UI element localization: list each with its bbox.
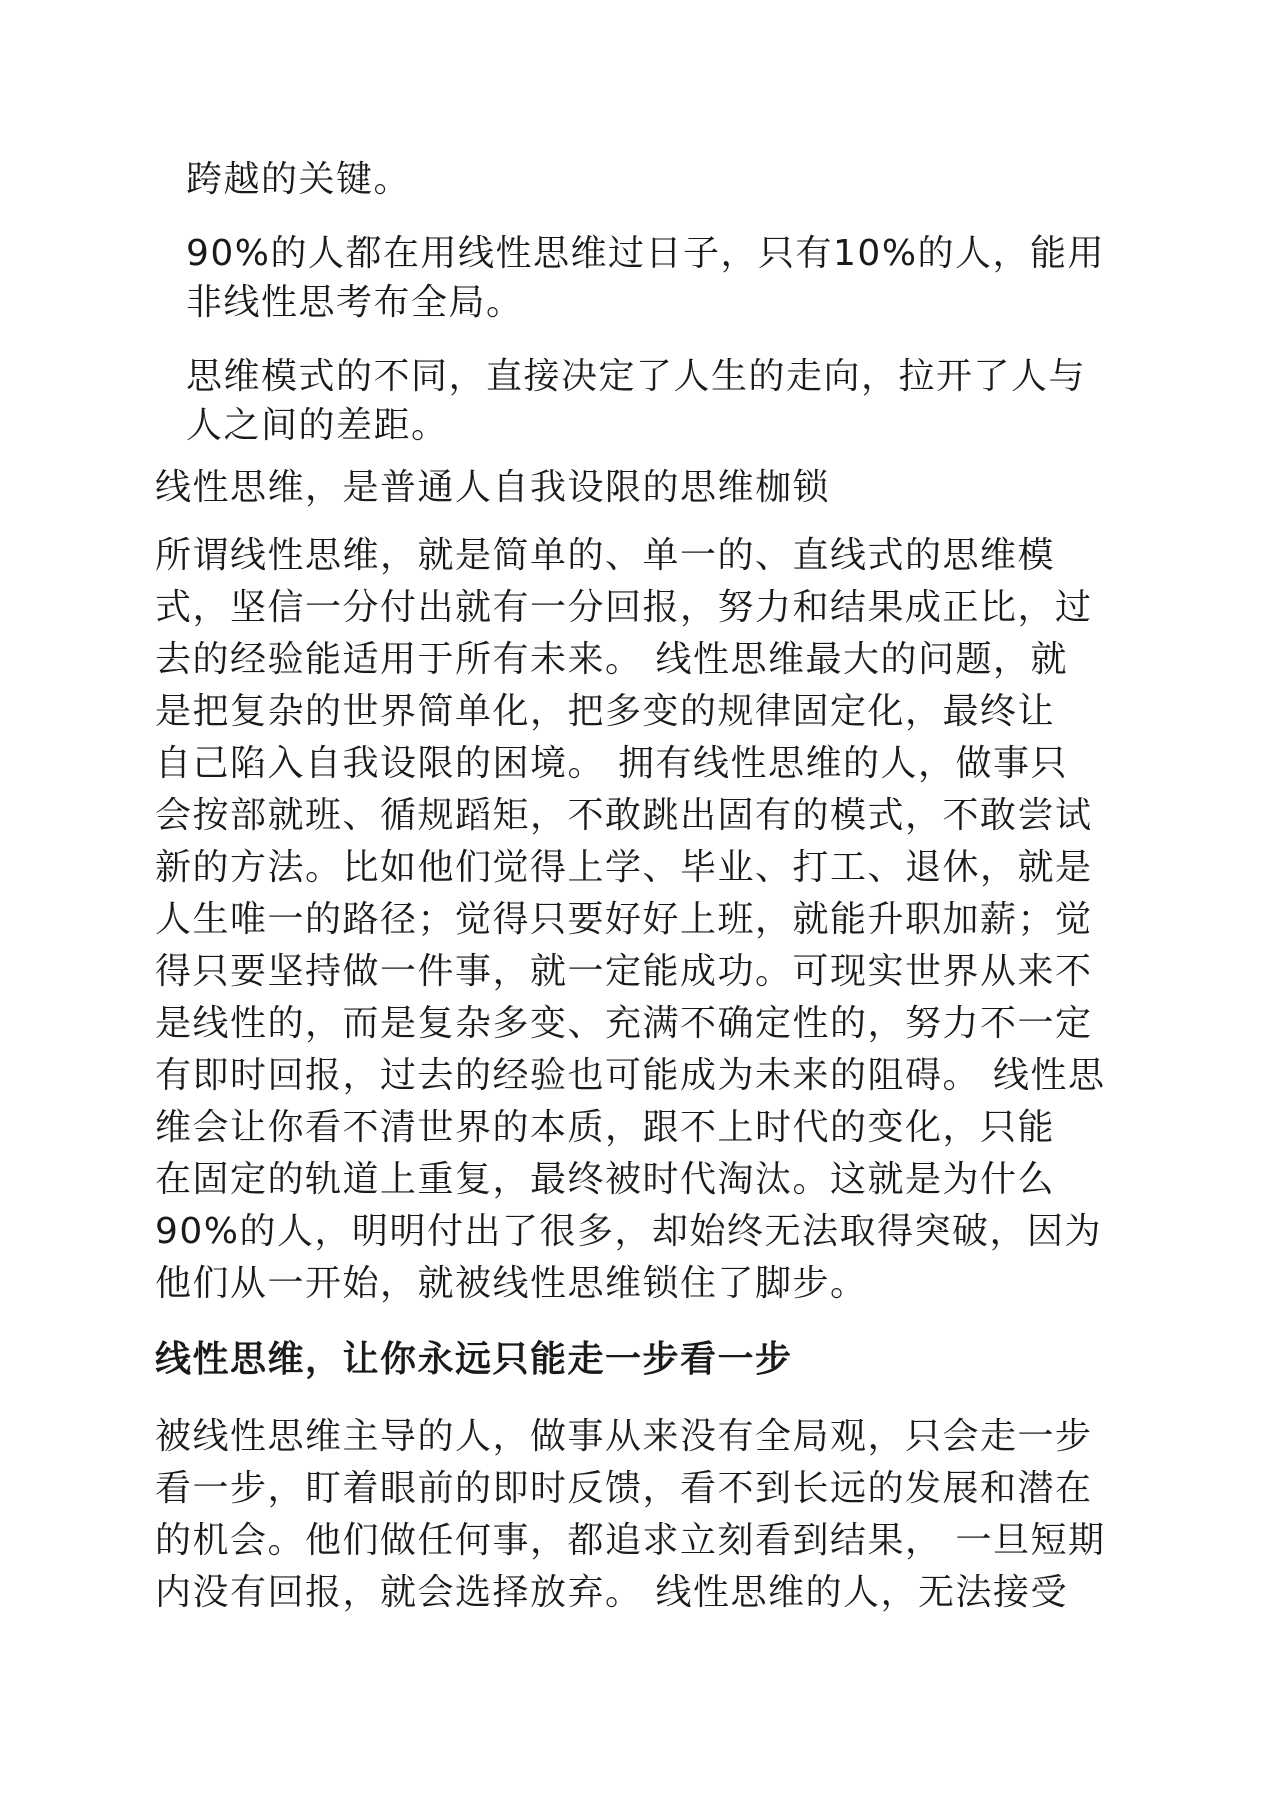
intro-line: 非线性思考布全局。 [186,282,524,323]
paragraph-line: 90%的人，明明付出了很多，却始终无法取得突破，因为 [155,1211,1103,1252]
intro-line: 人之间的差距。 [186,405,449,446]
paragraph-line: 有即时回报，过去的经验也可能成为未来的阻碍。 线性思 [155,1055,1106,1096]
paragraph-line: 的机会。他们做任何事，都追求立刻看到结果， 一旦短期 [155,1520,1106,1561]
intro-line: 跨越的关键。 [186,159,412,200]
paragraph-line: 被线性思维主导的人，做事从来没有全局观，只会走一步 [155,1416,1093,1457]
paragraph-line: 得只要坚持做一件事，就一定能成功。可现实世界从来不 [155,951,1093,992]
paragraph-line: 新的方法。比如他们觉得上学、毕业、打工、退休，就是 [155,847,1093,888]
paragraph-line: 维会让你看不清世界的本质，跟不上时代的变化，只能 [155,1107,1056,1148]
paragraph-line: 看一步，盯着眼前的即时反馈，看不到长远的发展和潜在 [155,1468,1093,1509]
paragraph-line: 去的经验能适用于所有未来。 线性思维最大的问题，就 [155,639,1068,680]
paragraph-line: 内没有回报，就会选择放弃。 线性思维的人，无法接受 [155,1572,1068,1613]
paragraph-line: 自己陷入自我设限的困境。 拥有线性思维的人，做事只 [155,743,1068,784]
paragraph-line: 是把复杂的世界简单化，把多变的规律固定化，最终让 [155,691,1056,732]
paragraph-line: 所谓线性思维，就是简单的、单一的、直线式的思维模 [155,535,1056,576]
intro-line: 90%的人都在用线性思维过日子，只有10%的人，能用 [186,233,1106,274]
paragraph-line: 他们从一开始，就被线性思维锁住了脚步。 [155,1263,868,1304]
section-heading: 线性思维，是普通人自我设限的思维枷锁 [155,467,831,508]
paragraph-line: 会按部就班、循规蹈矩，不敢跳出固有的模式，不敢尝试 [155,795,1093,836]
paragraph-line: 式，坚信一分付出就有一分回报，努力和结果成正比，过 [155,587,1093,628]
paragraph-line: 人生唯一的路径；觉得只要好好上班，就能升职加薪；觉 [155,899,1093,940]
paragraph-line: 是线性的，而是复杂多变、充满不确定性的，努力不一定 [155,1003,1093,1044]
section-heading-bold: 线性思维，让你永远只能走一步看一步 [155,1339,793,1380]
paragraph-line: 在固定的轨道上重复，最终被时代淘汰。这就是为什么 [155,1159,1056,1200]
intro-line: 思维模式的不同，直接决定了人生的走向，拉开了人与 [186,356,1087,397]
